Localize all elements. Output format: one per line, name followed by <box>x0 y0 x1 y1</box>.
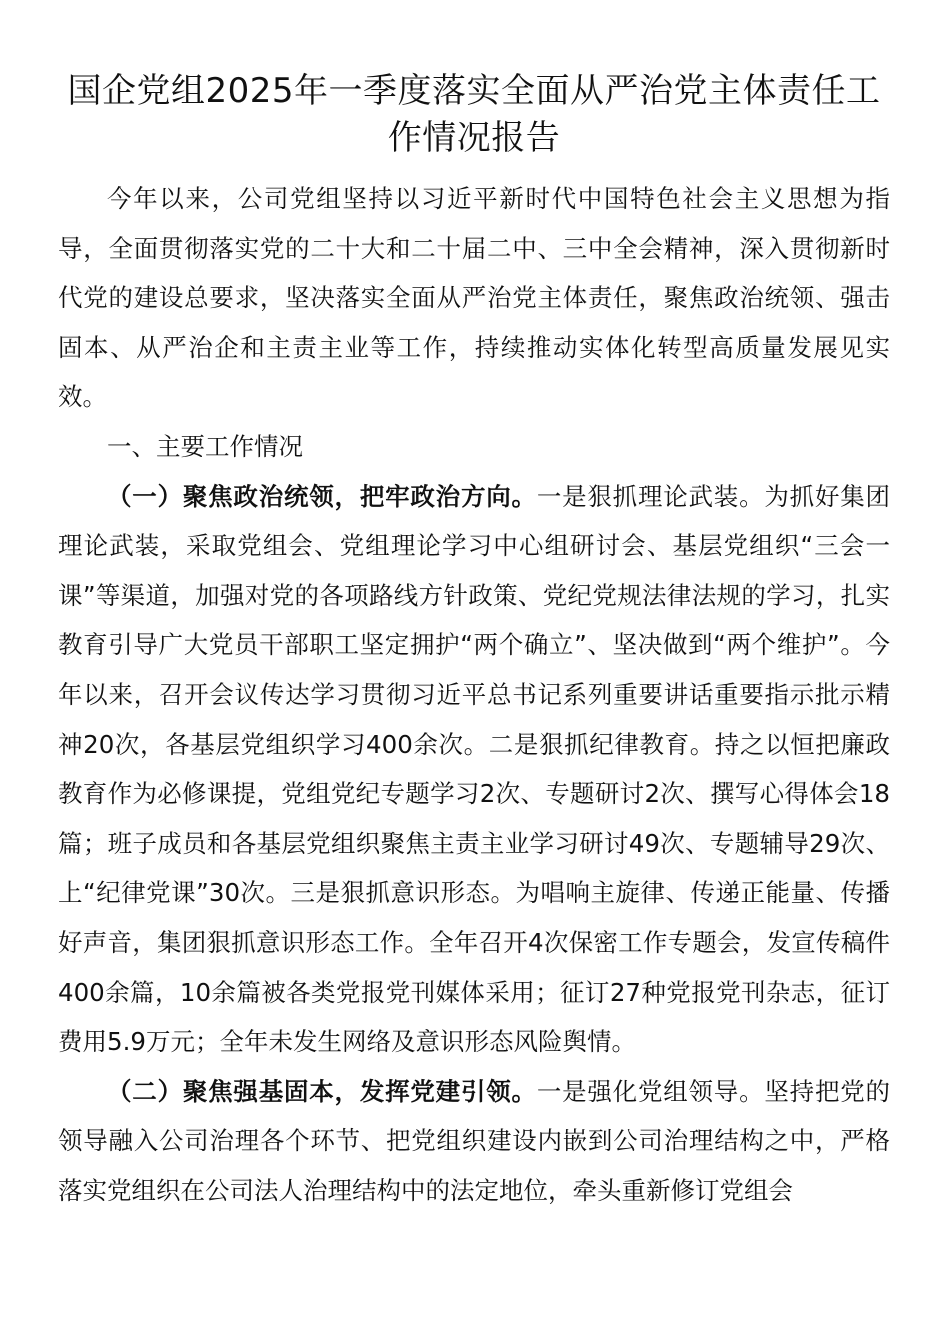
subsection-2-heading: （二）聚焦强基固本，发挥党建引领。 <box>107 1076 537 1106</box>
subsection-1-body: 一是狠抓理论武装。为抓好集团理论武装，采取党组会、党组理论学习中心组研讨会、基层党组织“三会一课”等渠道，加强对党的各项路线方针政策、党纪党规法律法规的学习，扎实教育引导广大党员干部职工坚定拥护“两个确立”、坚决做到“两个维护”。今年以来，召开会议传达学习贯彻习近平总书记系列重要讲话重要指示批示精神20次，各基层党组织学习400余次。二是狠抓纪律教育。持之以恒把廉政教育作为必修课提，党组党纪专题学习2次、专题研讨2次、撰写心得体会18篇；班子成员和各基层党组织聚焦主责主业学习研讨49次、专题辅导29次、上“纪律党课”30次。三是狠抓意识形态。为唱响主旋律、传递正能量、传播好声音，集团狠抓意识形态工作。全年召开4次保密工作专题会，发宣传稿件400余篇，10余篇被各类党报党刊媒体采用；征订27种党报党刊杂志，征订费用5.9万元；全年未发生网络及意识形态风险舆情。 <box>58 481 891 1057</box>
document-page <box>58 0 890 1215</box>
section-heading: 一、主要工作情况 <box>107 431 303 461</box>
intro-paragraph: 今年以来，公司党组坚持以习近平新时代中国特色社会主义思想为指导，全面贯彻落实党的二十大和二十届二中、三中全会精神，深入贯彻新时代党的建设总要求，坚决落实全面从严治党主体责任，聚焦政治统领、强击固本、从严治企和主责主业等工作，持续推动实体化转型高质量发展见实效。 <box>58 184 890 412</box>
subsection-2-body: 一是强化党组领导。坚持把党的领导融入公司治理各个环节、把党组织建设内嵌到公司治理结构之中，严格落实党组织在公司法人治理结构中的法定地位，牵头重新修订党组会 <box>58 1076 891 1205</box>
document-title: 国企党组2025年一季度落实全面从严治党主体责任工作情况报告 <box>67 71 881 158</box>
subsection-1-heading: （一）聚焦政治统领，把牢政治方向。 <box>107 481 537 511</box>
subsection-2-paragraph <box>58 1067 890 1216</box>
subsection-1-paragraph <box>58 472 890 1067</box>
